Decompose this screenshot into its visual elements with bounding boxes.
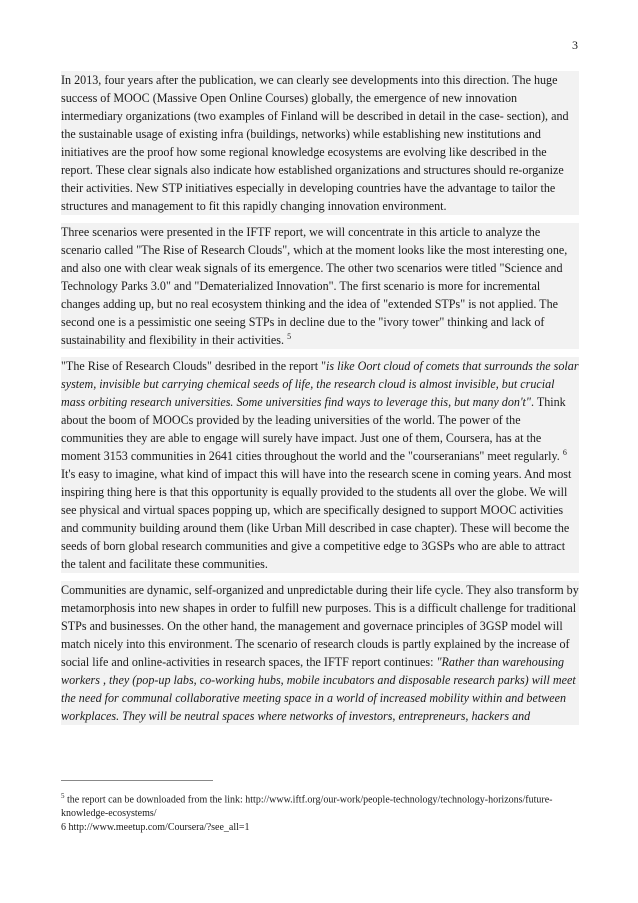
footnote-reference[interactable]: 5 [287,331,292,341]
paragraph [61,357,579,573]
paragraph [61,581,579,725]
page-number: 3 [572,38,578,52]
paragraph-text: Communities are dynamic, self-organized and unpredictable during their life cycle. They also transform by metamorphosis into new shapes in order to fulfill new purposes. This is a difficult challenge for traditional STPs and businesses. On the other hand, the management and governace principles of 3GSP model will match nicely into this environment. The scenario of research clouds is partly explained by the increase of social life and online-activities in research spaces, the IFTF report continues: [61,583,579,669]
footnote-5 [61,789,579,821]
footnote-marker: 5 [61,792,65,800]
paragraph-text: Three scenarios were presented in the IFTF report, we will concentrate in this article to analyze the scenario called "The Rise of Research Clouds", which at the moment looks like the most interesting one, and also one with clear weak signals of its emergence. The other two scenarios were titled "Science and Technology Parks 3.0" and "Dematerialized Innovation". The first scenario is more for incremental changes adding up, but no real ecosystem thinking and the idea of "extended STPs" is not applied. The second one is a pessimistic one seeing STPs in decline due to the "ivory tower" thinking and lack of sustainability and flexibility in their activities. [61,225,568,347]
paragraph-text: "The Rise of Research Clouds" desribed in the report " [61,359,327,373]
quote-text: "Rather than warehousing workers , they (pop-up labs, co-working hubs, mobile incubators and disposable research parks) will meet the need for communal collaborative meeting space in a world of increased mobility within and between workplaces. They will be neutral spaces where networks of investors, entrepreneurs, hackers and [61,655,576,723]
paragraph [61,223,579,349]
footnotes [61,780,579,835]
paragraph: In 2013, four years after the publication, we can clearly see developments into this direction. The huge success of MOOC (Massive Open Online Courses) globally, the emergence of new innovation intermediary organizations (two examples of Finland will be described in detail in the case- section), and the sustainable usage of existing infra (buildings, networks) while establishing new institutions and initiatives are the proof how some regional knowledge ecosystems are evolving like described in the report. These clear signals also indicate how established organizations and structures should re-organize their activities. New STP initiatives especially in developing countries have the advantage to tailor the structures and management to fit this rapidly changing innovation environment. [61,71,579,215]
footnote-separator [61,780,213,781]
footnote-link[interactable]: the report can be downloaded from the link: http://www.iftf.org/our-work/people-technology/technology-horizons/future-knowledge-ecosystems/ [61,794,553,820]
paragraph-text: . Think about the boom of MOOCs provided by the leading universities of the world. The power of the communities they are able to engage will surely have impact. Just one of them, Coursera, has at the moment 3153 communities in 2641 cities throughout the world and the "courseranians" meet regularly. [61,395,566,463]
quote-text: is like Oort cloud of comets that surrounds the solar system, invisible but carrying chemical seeds of life, the research cloud is almost invisible, but crucial mass orbiting research universities. Some universities find ways to leverage this, but many don't" [61,359,579,409]
footnote-reference[interactable]: 6 [562,447,567,457]
body-text [61,71,579,725]
paragraph-text: It's easy to imagine, what kind of impact this will have into the research scene in coming years. And most inspiring thing here is that this opportunity is equally provided to the students all over the globe. We will see physical and virtual spaces popping up, which are specifically designed to support MOOC activities and community building around them (like Urban Mill described in case chapter). These will become the seeds of born global research communities and give a competitive edge to 3GSPs who are able to attract the talent and facilitate these communities. [61,467,572,571]
footnote-link[interactable]: 6 http://www.meetup.com/Coursera/?see_all=1 [61,822,250,834]
footnote-6 [61,821,579,835]
